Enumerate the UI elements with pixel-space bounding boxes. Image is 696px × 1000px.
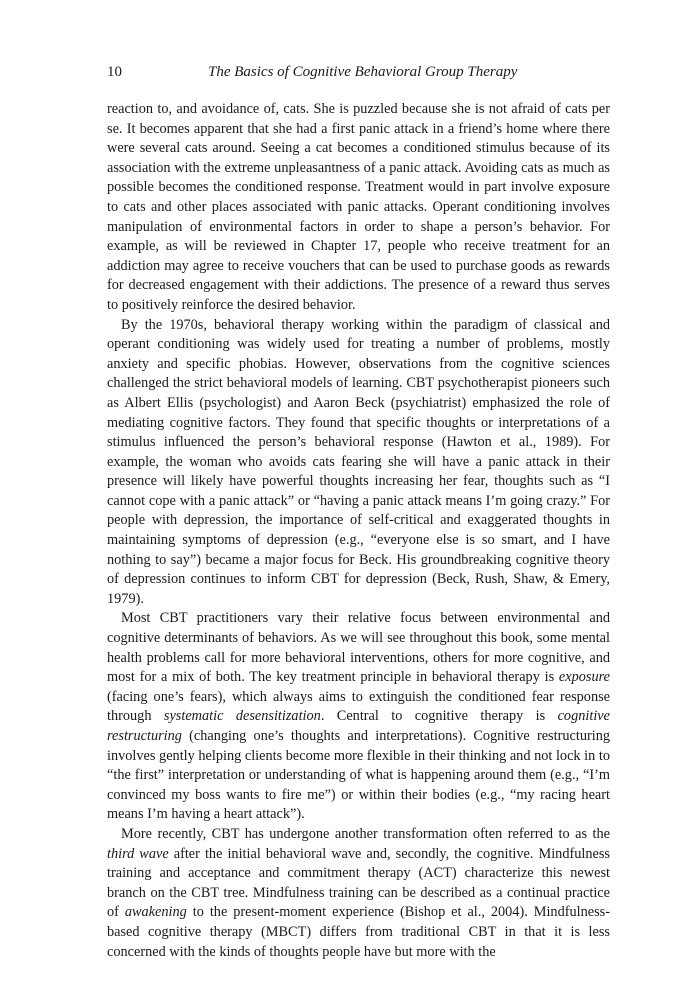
- paragraph-third-wave: [107, 825, 610, 962]
- text-segment: . Central to cognitive therapy is: [320, 708, 558, 725]
- text-segment: (changing one’s thoughts and interpretations). Cognitive restructuring involves gently helping clients become more flexible in their thinking and not lock in to “the first” interpretation or understanding of what is happening around them (e.g., “I’m convinced my boss wants to fire me”) or within their bodies (e.g., “my racing heart means I’m having a heart attack”).: [107, 728, 610, 823]
- text-segment: reaction to, and avoidance of, cats. She is puzzled because she is not afraid of cats per se. It becomes apparent that she had a first panic attack in a friend’s home where there were several cats around. Seeing a cat becomes a conditioned stimulus because of its association with the extreme unpleasantness of a panic attack. Avoiding cats as much as possible becomes the conditioned response. Treatment would in part involve exposure to cats and other places associated with panic attacks. Operant conditioning involves manipulation of environmental factors in order to shape a person’s behavior. For example, as will be reviewed in Chapter 17, people who receive treatment for an addiction may agree to receive vouchers that can be used to purchase goods as rewards for decreased engagement with their addictions. The presence of a reward thus serves to positively reinforce the desired behavior.: [107, 101, 610, 313]
- page-number: 10: [107, 64, 122, 80]
- text-segment: By the 1970s, behavioral therapy working within the paradigm of classical and operant conditioning was widely used for treating a number of problems, mostly anxiety and specific phobias. However, observations from the cognitive sciences challenged the strict behavioral models of learning. CBT psychotherapist pioneers such as Albert Ellis (psychologist) and Aaron Beck (psychiatrist) emphasized the role of mediating cognitive factors. They found that specific thoughts or interpretations of a stimulus influenced the person’s behavioral response (Hawton et al., 1989). For example, the woman who avoids cats fearing she will have a panic attack in their presence will likely have powerful thoughts increasing her fear, thoughts such as “I cannot cope with a panic attack” or “having a panic attack means I’m going crazy.” For people with depression, the importance of self-critical and exaggerated thoughts in maintaining symptoms of depression (e.g., “everyone else is so smart, and I have nothing to say”) became a major focus for Beck. His groundbreaking cognitive theory of depression continues to inform CBT for depression (Beck, Rush, Shaw, & Emery, 1979).: [107, 316, 610, 607]
- paragraph-treatment-principles: [107, 609, 610, 825]
- italic-term-systematic-desensitization: systematic desensitization: [163, 708, 321, 725]
- italic-term-exposure: exposure: [558, 669, 610, 686]
- running-header: [107, 64, 607, 86]
- italic-term-third-wave: third wave: [107, 845, 169, 862]
- text-segment: (facing one’s fears), which always aims to extinguish the conditioned fear response through: [107, 688, 610, 725]
- text-segment: Most CBT practitioners vary their relative focus between environmental and cognitive determinants of behaviors. As we will see throughout this book, some mental health problems call for more behavioral interventions, others for more cognitive, and most for a mix of both. The key treatment principle in behavioral therapy is: [107, 610, 610, 686]
- paragraph-behavioral-history: [107, 316, 610, 610]
- text-segment: after the initial behavioral wave and, secondly, the cognitive. Mindfulness training and acceptance and commitment therapy (ACT) characterize this newest branch on the CBT tree. Mindfulness training can be described as a continual practice of: [107, 845, 610, 921]
- text-segment: More recently, CBT has undergone another transformation often referred to as the: [121, 825, 610, 842]
- paragraph-continued: [107, 100, 610, 316]
- text-segment: to the present-moment experience (Bishop et al., 2004). Mindfulness-based cognitive therapy (MBCT) differs from traditional CBT in that it is less concerned with the kinds of thoughts people have but more with the: [107, 904, 610, 960]
- running-title: The Basics of Cognitive Behavioral Group Therapy: [208, 64, 518, 80]
- italic-term-awakening: awakening: [124, 904, 187, 921]
- body-text: [107, 100, 610, 962]
- italic-term-cognitive-restructuring: cognitive restructuring: [107, 708, 610, 744]
